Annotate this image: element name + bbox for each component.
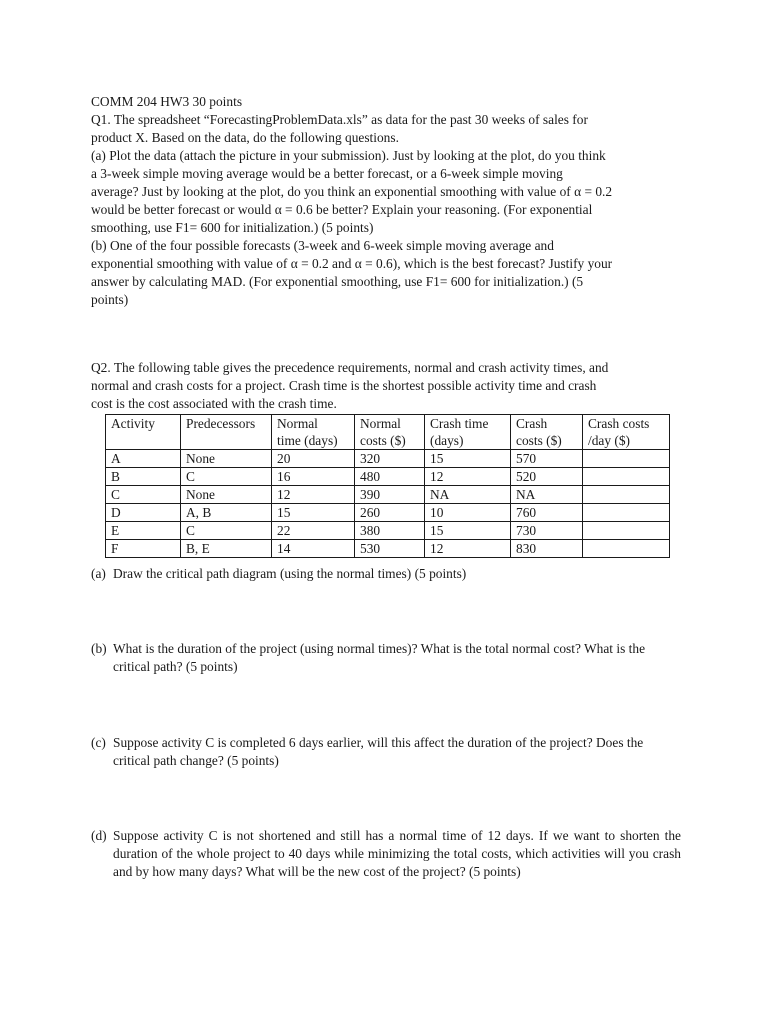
q1a-line: a 3-week simple moving average would be a better forecast, or a 6-week simple moving <box>91 166 563 181</box>
q1b-line: (b) One of the four possible forecasts (3-week and 6-week simple moving average and <box>91 238 554 253</box>
cell-crash-costs-per-day <box>583 450 670 468</box>
q2-part-c <box>91 734 681 770</box>
q1a-line: smoothing, use F1= 600 for initialization.) (5 points) <box>91 220 374 235</box>
cell-crash-costs-per-day <box>583 522 670 540</box>
part-text: Draw the critical path diagram (using the normal times) (5 points) <box>113 566 467 581</box>
cell-normal-costs: 320 <box>355 450 425 468</box>
cell-activity: F <box>106 540 181 558</box>
part-label: (a) <box>91 566 106 581</box>
cell-crash-time: 12 <box>425 540 511 558</box>
question-1 <box>91 111 681 309</box>
q2-intro-line: cost is the cost associated with the crash time. <box>91 396 337 411</box>
header-crash-costs-per-day: Crash costs /day ($) <box>583 415 670 450</box>
header-crash-time: Crash time (days) <box>425 415 511 450</box>
q1b-line: exponential smoothing with value of α = 0.2 and α = 0.6), which is the best forecast? Justify your <box>91 256 613 271</box>
header-crash-costs: Crash costs ($) <box>511 415 583 450</box>
part-text: What is the duration of the project (using normal times)? What is the total normal cost? What is the critical path? (5 points) <box>113 641 646 674</box>
cell-predecessors: A, B <box>181 504 272 522</box>
q1-intro-line: Q1. The spreadsheet “ForecastingProblemData.xls” as data for the past 30 weeks of sales for <box>91 112 588 127</box>
header-predecessors: Predecessors <box>181 415 272 450</box>
cell-predecessors: C <box>181 522 272 540</box>
q1a-line: (a) Plot the data (attach the picture in your submission). Just by looking at the plot, do you think <box>91 148 606 163</box>
cell-predecessors: B, E <box>181 540 272 558</box>
q1a-line: average? Just by looking at the plot, do you think an exponential smoothing with value of α = 0.2 <box>91 184 613 199</box>
cell-crash-costs: 760 <box>511 504 583 522</box>
cell-crash-costs-per-day <box>583 468 670 486</box>
table-row <box>106 504 670 522</box>
table-row <box>106 450 670 468</box>
cell-crash-costs-per-day <box>583 504 670 522</box>
cell-crash-time: 15 <box>425 450 511 468</box>
header-normal-costs: Normal costs ($) <box>355 415 425 450</box>
table-header-row <box>106 415 670 450</box>
cell-crash-costs: 520 <box>511 468 583 486</box>
part-label: (c) <box>91 735 106 750</box>
cell-crash-time: NA <box>425 486 511 504</box>
header-normal-time: Normal time (days) <box>272 415 355 450</box>
answer-space <box>91 309 681 359</box>
part-label: (d) <box>91 828 107 843</box>
cell-normal-time: 12 <box>272 486 355 504</box>
cell-activity: E <box>106 522 181 540</box>
part-text: Suppose activity C is not shortened and still has a normal time of 12 days. If we want to shorten the duration of the whole project to 40 days while minimizing the total costs, which activities will you crash and by how many days? What will be the new cost of the project? (5 points) <box>113 828 681 879</box>
cell-crash-time: 12 <box>425 468 511 486</box>
cell-activity: C <box>106 486 181 504</box>
q1b-line: answer by calculating MAD. (For exponential smoothing, use F1= 600 for initialization.) (5 <box>91 274 584 289</box>
table-row <box>106 540 670 558</box>
q2-intro-line: Q2. The following table gives the precedence requirements, normal and crash activity times, and <box>91 360 609 375</box>
q2-part-d <box>91 827 681 881</box>
cell-activity: B <box>106 468 181 486</box>
question-2 <box>91 359 681 881</box>
part-label: (b) <box>91 641 107 656</box>
cell-crash-costs: NA <box>511 486 583 504</box>
cell-normal-time: 16 <box>272 468 355 486</box>
cell-normal-costs: 380 <box>355 522 425 540</box>
cell-predecessors: C <box>181 468 272 486</box>
table-row <box>106 522 670 540</box>
cell-activity: A <box>106 450 181 468</box>
cell-crash-costs-per-day <box>583 486 670 504</box>
cell-normal-time: 22 <box>272 522 355 540</box>
cell-crash-costs-per-day <box>583 540 670 558</box>
q2-part-a <box>91 565 681 583</box>
cell-normal-time: 15 <box>272 504 355 522</box>
cell-predecessors: None <box>181 486 272 504</box>
q1-intro-line: product X. Based on the data, do the following questions. <box>91 130 399 145</box>
cell-normal-costs: 260 <box>355 504 425 522</box>
table-row <box>106 468 670 486</box>
part-text: Suppose activity C is completed 6 days earlier, will this affect the duration of the project? Does the critical path change? (5 points) <box>113 735 644 768</box>
cell-crash-time: 15 <box>425 522 511 540</box>
precedence-table <box>105 414 670 558</box>
cell-predecessors: None <box>181 450 272 468</box>
cell-crash-costs: 830 <box>511 540 583 558</box>
q1b-line: points) <box>91 292 129 307</box>
cell-activity: D <box>106 504 181 522</box>
cell-normal-costs: 480 <box>355 468 425 486</box>
cell-normal-costs: 530 <box>355 540 425 558</box>
table-row <box>106 486 670 504</box>
q2-part-b <box>91 640 681 676</box>
cell-crash-costs: 730 <box>511 522 583 540</box>
homework-page <box>91 93 681 881</box>
q1a-line: would be better forecast or would α = 0.6 be better? Explain your reasoning. (For exponential <box>91 202 593 217</box>
cell-crash-time: 10 <box>425 504 511 522</box>
cell-normal-costs: 390 <box>355 486 425 504</box>
cell-normal-time: 14 <box>272 540 355 558</box>
assignment-header: COMM 204 HW3 30 points <box>91 94 243 109</box>
cell-normal-time: 20 <box>272 450 355 468</box>
header-activity: Activity <box>106 415 181 450</box>
q2-intro-line: normal and crash costs for a project. Crash time is the shortest possible activity time and crash <box>91 378 597 393</box>
cell-crash-costs: 570 <box>511 450 583 468</box>
